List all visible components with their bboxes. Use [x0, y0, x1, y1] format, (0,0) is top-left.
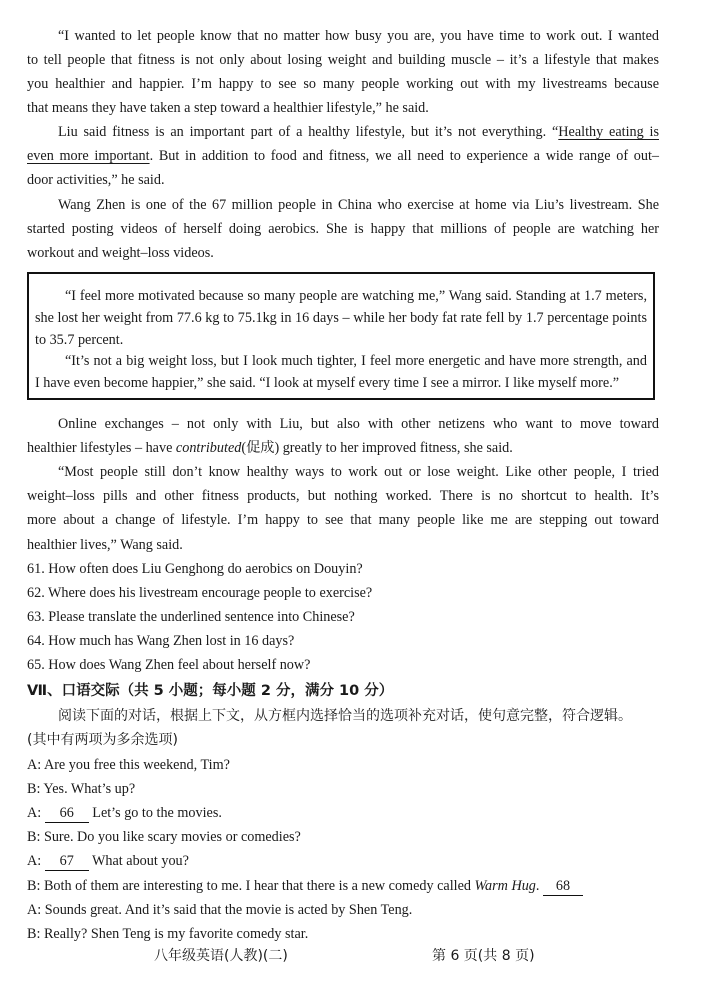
text-line: she lost her weight from 77.6 kg to 75.1kg in 16 days – while her body fat rate fell by 1.7 percentage points [35, 310, 647, 326]
text-line [27, 438, 659, 458]
movie-title: Warm Hug [474, 878, 536, 894]
speaker: A: [27, 853, 45, 869]
text-line: I have even become happier,” she said. “I look at myself every time I see a mirror. I like myself more.” [35, 375, 620, 391]
answer-blank-67[interactable]: 67 [45, 853, 89, 871]
text-line: “I wanted to let people know that no matter how busy you are, you have time to work out. I wanted [58, 28, 659, 44]
text-line: “Most people still don’t know healthy ways to work out or lose weight. Like other people, I tried [58, 464, 659, 480]
dialogue-line: B: Sure. Do you like scary movies or comedies? [27, 829, 301, 845]
text-line: you healthier and happier. I’m happy to see so many people working out with my livestreams because [27, 76, 659, 92]
underlined-sentence: even more important [27, 148, 150, 164]
speaker: A: [27, 805, 45, 821]
question-61: 61. How often does Liu Genghong do aerobics on Douyin? [27, 561, 363, 577]
text-line: weight–loss pills and other fitness products, but nothing worked. There is no shortcut to health. It’s [27, 488, 659, 504]
dialogue-line [27, 876, 659, 896]
text-line: healthier lives,” Wang said. [27, 537, 183, 553]
footer-subject: 八年级英语(人教)(二) [154, 948, 288, 964]
text-span: . But in addition to food and fitness, we all need to experience a wide range of out– [149, 148, 659, 164]
dialogue-line [27, 851, 659, 871]
text-span: Liu said fitness is an important part of a healthy lifestyle, but it’s not everything. “ [58, 124, 559, 140]
question-62: 62. Where does his livestream encourage people to exercise? [27, 585, 373, 601]
dialogue-line [27, 803, 659, 823]
footer-page-number: 第 6 页(共 8 页) [432, 948, 535, 964]
question-65: 65. How does Wang Zhen feel about herself now? [27, 657, 311, 673]
section-instruction: 阅读下面的对话，根据上下文，从方框内选择恰当的选项补充对话，使句意完整，符合逻辑。 [58, 708, 632, 724]
section-instruction: (其中有两项为多余选项) [27, 732, 178, 748]
text-line: started posting videos of herself doing aerobics. She is happy that millions of people are watching her [27, 221, 659, 237]
answer-blank-68[interactable]: 68 [543, 878, 583, 896]
quote-box [27, 272, 655, 400]
answer-blank-66[interactable]: 66 [45, 805, 89, 823]
text-span: . [535, 878, 543, 894]
dialogue-line: B: Really? Shen Teng is my favorite comedy star. [27, 926, 309, 942]
dialogue-line: B: Yes. What’s up? [27, 781, 136, 797]
text-line: to 35.7 percent. [35, 332, 124, 348]
section-title: Ⅶ、口语交际（共 5 小题；每小题 2 分，满分 10 分） [27, 683, 394, 699]
dialogue-line: A: Are you free this weekend, Tim? [27, 757, 230, 773]
text-line: “I feel more motivated because so many people are watching me,” Wang said. Standing at 1.7 meters, [65, 288, 647, 304]
text-line: “It’s not a big weight loss, but I look much tighter, I feel more energetic and have more strength, and [65, 353, 647, 369]
text-line: door activities,” he said. [27, 172, 165, 188]
text-span: What about you? [88, 853, 189, 869]
italic-word: contributed [175, 440, 242, 456]
text-line: workout and weight–loss videos. [27, 245, 214, 261]
text-line: more about a change of lifestyle. I’m happy to see that many people like me are stepping out toward [27, 512, 659, 528]
text-line: that means they have taken a step toward a healthier lifestyle,” he said. [27, 100, 429, 116]
question-64: 64. How much has Wang Zhen lost in 16 days? [27, 633, 295, 649]
text-line: Wang Zhen is one of the 67 million people in China who exercise at home via Liu’s livestream. She [58, 197, 659, 213]
text-line [27, 146, 659, 166]
text-span: healthier lifestyles – have [27, 440, 176, 456]
dialogue-line: A: Sounds great. And it’s said that the movie is acted by Shen Teng. [27, 902, 413, 918]
text-span: Let’s go to the movies. [88, 805, 222, 821]
text-span: B: Both of them are interesting to me. I hear that there is a new comedy called [27, 878, 475, 894]
text-line: to tell people that fitness is not only about losing weight and building muscle – it’s a lifestyle that makes [27, 52, 659, 68]
underlined-sentence: Healthy eating is [558, 124, 659, 140]
text-line: Online exchanges – not only with Liu, but also with other netizens who want to move toward [58, 416, 659, 432]
question-63: 63. Please translate the underlined sentence into Chinese? [27, 609, 355, 625]
text-span: (促成) greatly to her improved fitness, she said. [241, 440, 513, 456]
text-line [58, 122, 659, 142]
